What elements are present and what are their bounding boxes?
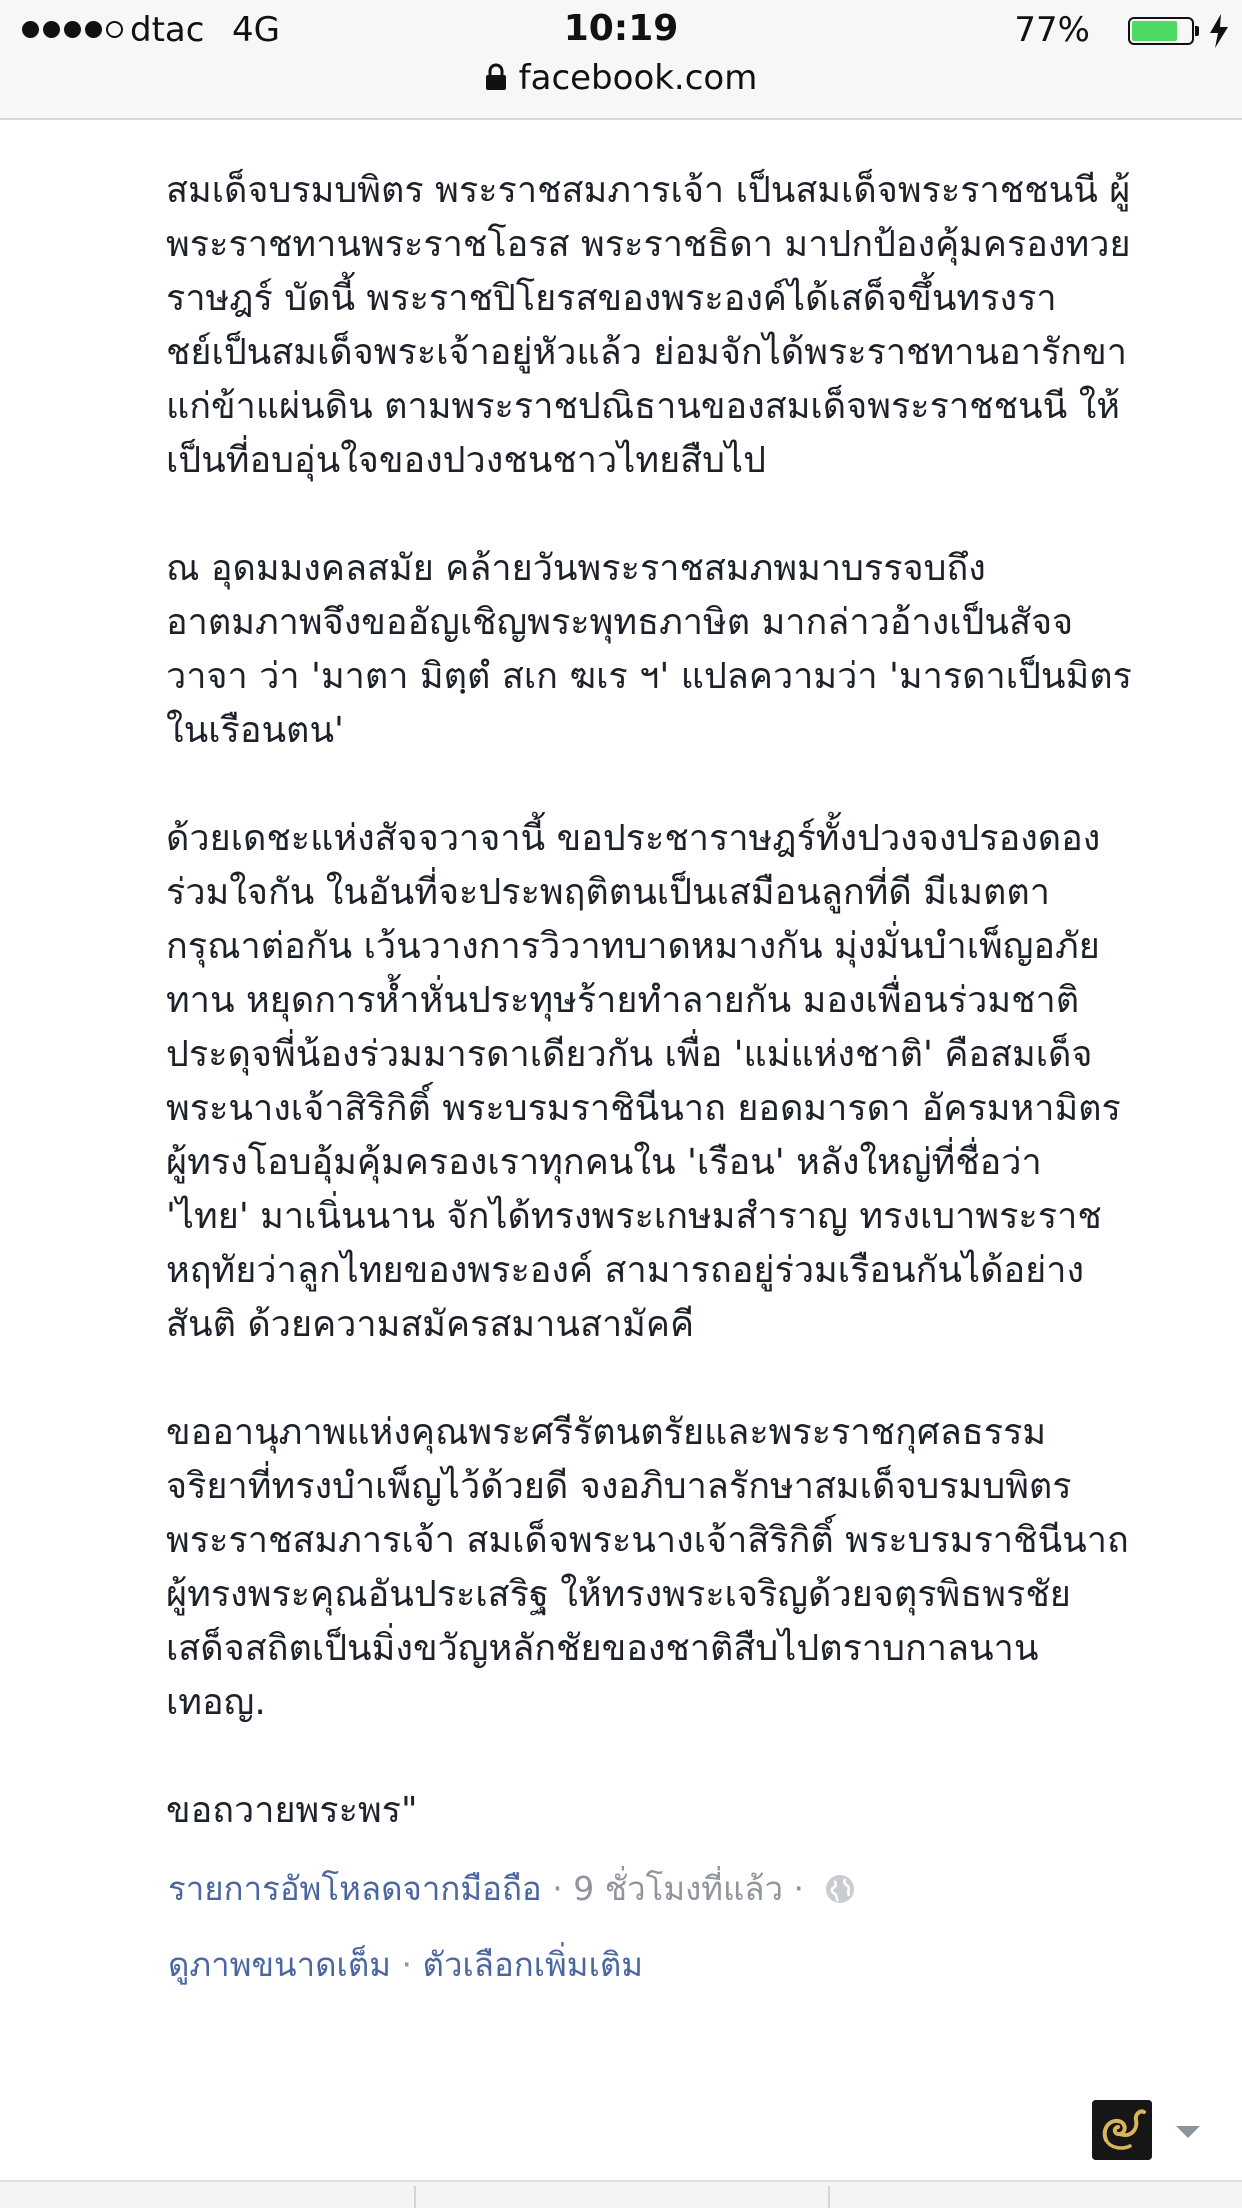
charging-bolt-icon xyxy=(1208,14,1230,48)
battery-icon xyxy=(1128,17,1194,45)
post-paragraph: สมเด็จบรมบพิตร พระราชสมภารเจ้า เป็นสมเด็จพระราชชนนี ผู้ พระราชทานพระราชโอรส พระราชธิดา มาปกป้องคุ้มครองทวย ราษฎร์ บัดนี้ พระราชปิโยรสของพระองค์ได้เสด็จขึ้นทรงรา ชย์เป็นสมเด็จพระเจ้าอยู่หัวแล้ว ย่อมจักได้พระราชทานอารักขา แก่ข้าแผ่นดิน ตามพระราชปณิธานของสมเด็จพระราชชนนี ให้ เป็นที่อบอุ่นใจของปวงชนชาวไทยสืบไป xyxy=(166,170,1131,481)
more-options-link[interactable]: ตัวเลือกเพิ่มเติม xyxy=(422,1945,644,1984)
toolbar-divider xyxy=(828,2186,830,2208)
post-paragraph: ขอถวายพระพร" xyxy=(166,1790,418,1831)
page-avatar[interactable] xyxy=(1092,2100,1152,2160)
post-body xyxy=(166,164,1226,1892)
network-type: 4G xyxy=(232,10,280,50)
toolbar-divider xyxy=(414,2186,416,2208)
post-meta xyxy=(168,1862,855,1915)
battery-percentage: 77% xyxy=(1014,10,1090,50)
view-full-size-link[interactable]: ดูภาพขนาดเต็ม xyxy=(168,1945,392,1984)
battery-cap xyxy=(1195,26,1199,36)
post-actions xyxy=(168,1938,643,1991)
thai-numeral-nine-logo-icon xyxy=(1092,2100,1152,2160)
globe-icon xyxy=(825,1874,855,1904)
post-paragraph: ด้วยเดชะแห่งสัจจวาจานี้ ขอประชาราษฎร์ทั้งปวงจงปรองดอง ร่วมใจกัน ในอันที่จะประพฤติตนเป็นเสมือนลูกที่ดี มีเมตตา กรุณาต่อกัน เว้นวางการวิวาทบาดหมางกัน มุ่งมั่นบำเพ็ญอภัย ทาน หยุดการห้ำหั่นประทุษร้ายทำลายกัน มองเพื่อนร่วมชาติ ประดุจพี่น้องร่วมมารดาเดียวกัน เพื่อ 'แม่แห่งชาติ' คือสมเด็จ พระนางเจ้าสิริกิติ์ พระบรมราชินีนาถ ยอดมารดา อัครมหามิตร ผู้ทรงโอบอุ้มคุ้มครองเราทุกคนใน 'เรือน' หลังใหญ่ที่ชื่อว่า 'ไทย' มาเนิ่นนาน จักได้ทรงพระเกษมสำราญ ทรงเบาพระราช หฤทัยว่าลูกไทยของพระองค์ สามารถอยู่ร่วมเรือนกันได้อย่าง สันติ ด้วยความสมัครสมานสามัคคี xyxy=(166,818,1121,1345)
bottom-toolbar xyxy=(0,2180,1242,2208)
status-time: 10:19 xyxy=(563,8,679,49)
post-timestamp[interactable]: 9 ชั่วโมงที่แล้ว xyxy=(573,1869,784,1908)
address-bar[interactable] xyxy=(0,58,1242,102)
post-paragraph: ณ อุดมมงคลสมัย คล้ายวันพระราชสมภพมาบรรจบถึง อาตมภาพจึงขออัญเชิญพระพุทธภาษิต มากล่าวอ้างเป็นสัจจ วาจา ว่า 'มาตา มิตฺตํ สเก ฆเร ฯ' แปลความว่า 'มารดาเป็นมิตร ในเรือนตน' xyxy=(166,548,1132,751)
status-bar xyxy=(0,0,1242,62)
chevron-down-icon[interactable] xyxy=(1174,2124,1202,2140)
meta-separator: · xyxy=(552,1869,563,1908)
meta-separator: · xyxy=(793,1869,805,1908)
lock-icon xyxy=(485,63,507,91)
actions-separator: · xyxy=(401,1945,413,1984)
battery-level-fill xyxy=(1132,21,1177,41)
carrier-name: dtac xyxy=(130,10,205,50)
browser-top-bar xyxy=(0,0,1242,120)
url-text: facebook.com xyxy=(518,58,758,98)
upload-source-link[interactable]: รายการอัพโหลดจากมือถือ xyxy=(168,1869,542,1908)
post-paragraph: ขออานุภาพแห่งคุณพระศรีรัตนตรัยและพระราชกุศลธรรม จริยาที่ทรงบำเพ็ญไว้ด้วยดี จงอภิบาลรักษาสมเด็จบรมบพิตร พระราชสมภารเจ้า สมเด็จพระนางเจ้าสิริกิติ์ พระบรมราชินีนาถ ผู้ทรงพระคุณอันประเสริฐ ให้ทรงพระเจริญด้วยจตุรพิธพรชัย เสด็จสถิตเป็นมิ่งขวัญหลักชัยของชาติสืบไปตราบกาลนาน เทอญ. xyxy=(166,1412,1129,1723)
